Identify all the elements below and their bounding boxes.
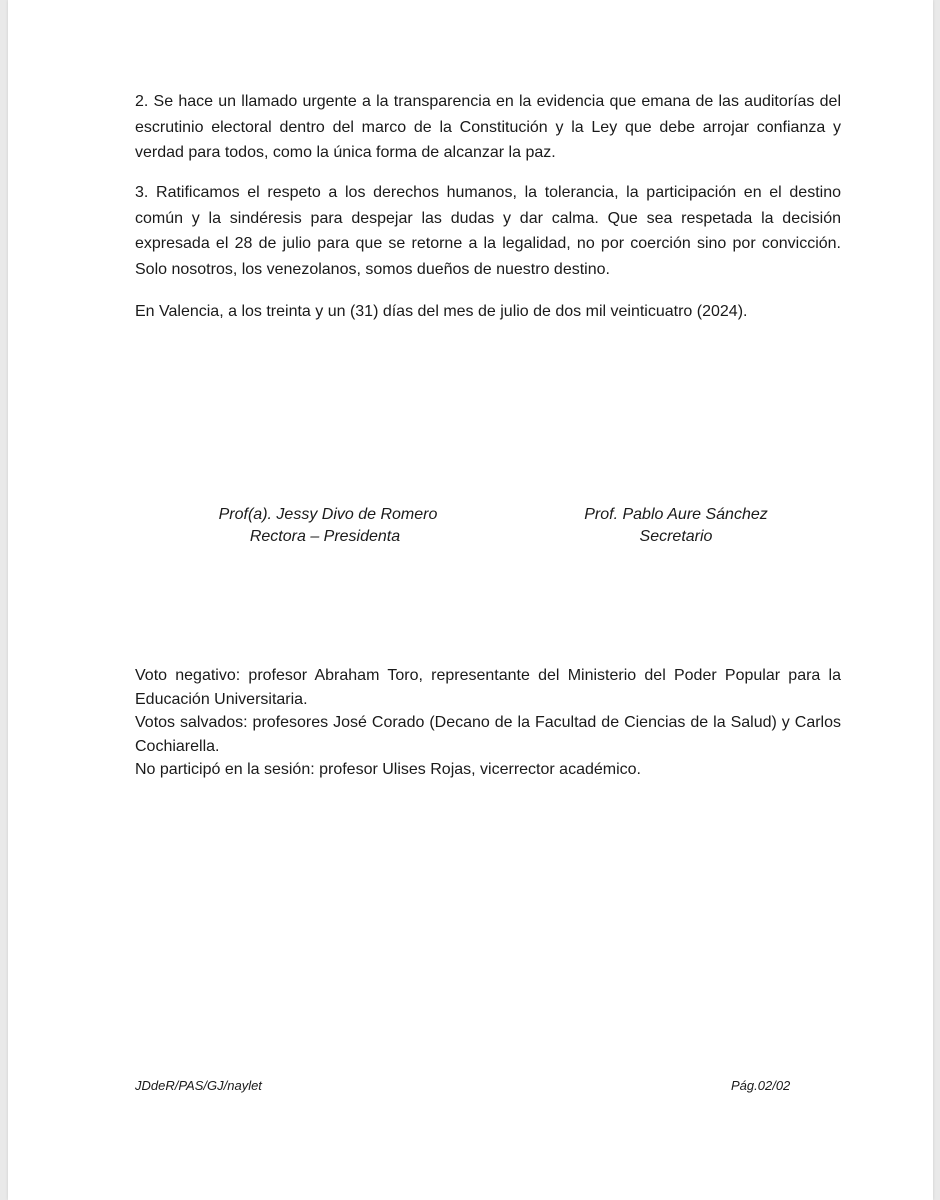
negative-vote: Voto negativo: profesor Abraham Toro, representante del Ministerio del Poder Popular para la Educación Universitaria. bbox=[135, 667, 841, 708]
signatory-name: Prof. Pablo Aure Sánchez bbox=[584, 506, 768, 523]
footer-reference: JDdeR/PAS/GJ/naylet bbox=[135, 1078, 262, 1093]
signature-block-rector bbox=[198, 504, 458, 548]
paragraph-point-3: 3. Ratificamos el respeto a los derechos humanos, la tolerancia, la participación en el destino común y la sindéresis para despejar las dudas y dar calma. Que sea respetada la decisión expresada el 28 de julio para que se retorne a la legalidad, no por coerción sino por convicción. Solo nosotros, los venezolanos, somos dueños de nuestro destino. bbox=[135, 184, 841, 278]
absent-note: No participó en la sesión: profesor Ulises Rojas, vicerrector académico. bbox=[135, 761, 641, 778]
page-number: Pág.02/02 bbox=[731, 1078, 791, 1093]
date-place-line: En Valencia, a los treinta y un (31) días del mes de julio de dos mil veinticuatro (2024). bbox=[135, 303, 748, 320]
signatory-name: Prof(a). Jessy Divo de Romero bbox=[218, 506, 438, 523]
signatory-role: Secretario bbox=[639, 528, 713, 545]
votes-section bbox=[135, 664, 841, 782]
signatory-role: Rectora – Presidenta bbox=[249, 528, 401, 545]
signature-block-secretary bbox=[556, 504, 796, 548]
document-page bbox=[8, 0, 933, 1200]
saved-votes: Votos salvados: profesores José Corado (Decano de la Facultad de Ciencias de la Salud) y Carlos Cochiarella. bbox=[135, 714, 841, 755]
paragraph-point-2: 2. Se hace un llamado urgente a la transparencia en la evidencia que emana de las auditorías del escrutinio electoral dentro del marco de la Constitución y la Ley que debe arrojar confianza y verdad para todos, como la única forma de alcanzar la paz. bbox=[135, 93, 841, 161]
